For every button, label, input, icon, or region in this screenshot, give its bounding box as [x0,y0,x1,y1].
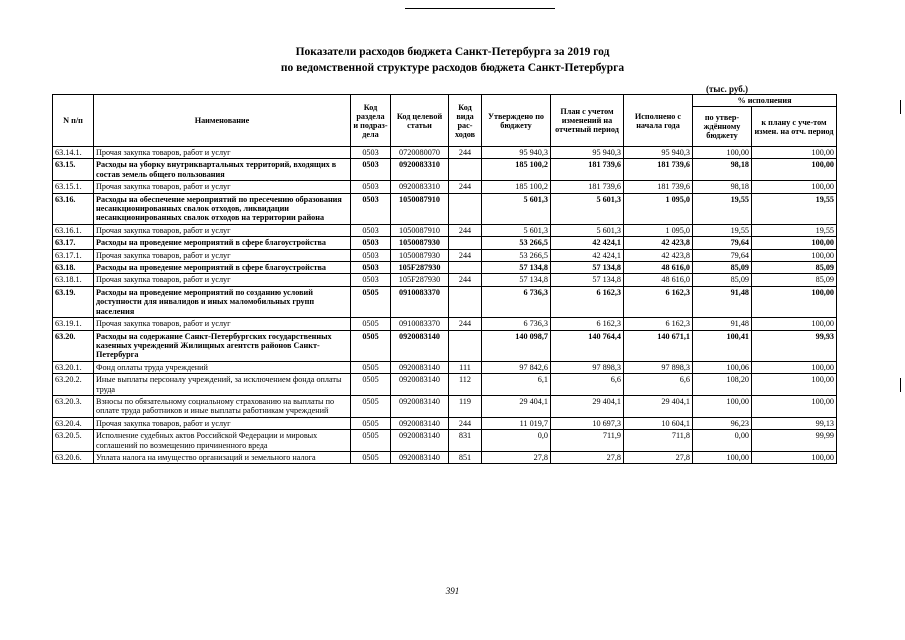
col-header-pct-plan: к плану с уче-том измен. на отч. период [752,107,837,147]
cell-num: 63.15.1. [53,181,94,193]
cell-approved: 5 601,3 [482,224,551,236]
cell-name: Прочая закупка товаров, работ и услуг [94,181,351,193]
table-row [53,361,837,373]
cell-approved: 27,8 [482,451,551,463]
cell-pct-plan: 100,00 [752,249,837,261]
cell-pct-plan: 100,00 [752,318,837,330]
table-row [53,430,837,452]
cell-kind: 244 [449,417,482,429]
cell-section: 0503 [351,274,391,286]
cell-section: 0503 [351,224,391,236]
cell-name: Расходы на проведение мероприятий по созданию условий доступности для инвалидов и иных маломобильных групп населения [94,286,351,317]
edge-mark [900,100,901,114]
cell-section: 0505 [351,286,391,317]
cell-pct-plan: 100,00 [752,181,837,193]
cell-plan: 29 404,1 [551,395,624,417]
cell-pct-budget: 98,18 [693,181,752,193]
budget-table [52,94,837,464]
cell-approved: 57 134,8 [482,262,551,274]
cell-kind [449,237,482,249]
cell-pct-plan: 99,99 [752,430,837,452]
cell-kind: 244 [449,224,482,236]
cell-name: Расходы на уборку внутриквартальных территорий, входящих в состав земель общего пользования [94,159,351,181]
page-title [0,44,905,76]
cell-name: Прочая закупка товаров, работ и услуг [94,249,351,261]
cell-executed: 27,8 [624,451,693,463]
cell-section: 0503 [351,147,391,159]
cell-approved: 29 404,1 [482,395,551,417]
cell-target: 0910083370 [391,318,449,330]
cell-approved: 0,0 [482,430,551,452]
cell-section: 0505 [351,417,391,429]
cell-pct-budget: 85,09 [693,262,752,274]
cell-target: 0920083140 [391,374,449,396]
cell-target: 0920083140 [391,451,449,463]
cell-plan: 5 601,3 [551,224,624,236]
table-row [53,181,837,193]
cell-section: 0505 [351,395,391,417]
cell-kind: 831 [449,430,482,452]
cell-plan: 711,9 [551,430,624,452]
cell-executed: 97 898,3 [624,361,693,373]
cell-executed: 1 095,0 [624,224,693,236]
cell-plan: 6,6 [551,374,624,396]
cell-kind: 244 [449,249,482,261]
cell-section: 0503 [351,262,391,274]
cell-section: 0505 [351,374,391,396]
cell-plan: 181 739,6 [551,159,624,181]
cell-pct-budget: 100,06 [693,361,752,373]
cell-plan: 6 162,3 [551,318,624,330]
cell-plan: 27,8 [551,451,624,463]
cell-num: 63.20. [53,330,94,361]
cell-num: 63.17.1. [53,249,94,261]
cell-num: 63.16.1. [53,224,94,236]
cell-target: 105F287930 [391,262,449,274]
cell-target: 0920083140 [391,417,449,429]
cell-executed: 48 616,0 [624,262,693,274]
cell-executed: 42 423,8 [624,249,693,261]
cell-approved: 185 100,2 [482,159,551,181]
table-body [53,147,837,464]
cell-plan: 97 898,3 [551,361,624,373]
table-row [53,274,837,286]
cell-executed: 6 162,3 [624,318,693,330]
cell-approved: 6 736,3 [482,286,551,317]
table-row [53,417,837,429]
cell-name: Прочая закупка товаров, работ и услуг [94,417,351,429]
cell-name: Взносы по обязательному социальному страхованию на выплаты по оплате труда работников и иные выплаты работникам учреждений [94,395,351,417]
cell-num: 63.20.5. [53,430,94,452]
cell-pct-budget: 96,23 [693,417,752,429]
cell-pct-plan: 100,00 [752,361,837,373]
cell-plan: 42 424,1 [551,249,624,261]
cell-pct-budget: 100,00 [693,451,752,463]
cell-approved: 140 098,7 [482,330,551,361]
col-header-plan: План с учетом изменений на отчетный период [551,95,624,147]
cell-plan: 42 424,1 [551,237,624,249]
table-row [53,318,837,330]
cell-name: Расходы на проведение мероприятий в сфере благоустройства [94,262,351,274]
cell-name: Уплата налога на имущество организаций и земельного налога [94,451,351,463]
cell-executed: 711,8 [624,430,693,452]
cell-approved: 6 736,3 [482,318,551,330]
cell-pct-budget: 108,20 [693,374,752,396]
table-row [53,451,837,463]
cell-target: 1050087930 [391,237,449,249]
cell-plan: 57 134,8 [551,262,624,274]
cell-name: Фонд оплаты труда учреждений [94,361,351,373]
col-header-num: N п/п [53,95,94,147]
table-row [53,374,837,396]
cell-executed: 6 162,3 [624,286,693,317]
cell-kind [449,286,482,317]
cell-num: 63.20.2. [53,374,94,396]
cell-kind: 244 [449,147,482,159]
cell-target: 1050087910 [391,224,449,236]
cell-kind: 119 [449,395,482,417]
cell-pct-budget: 98,18 [693,159,752,181]
cell-name: Прочая закупка товаров, работ и услуг [94,318,351,330]
col-header-approved: Утверждено по бюджету [482,95,551,147]
col-header-kind: Код вида рас-ходов [449,95,482,147]
cell-pct-plan: 99,13 [752,417,837,429]
table-row [53,395,837,417]
cell-target: 1050087930 [391,249,449,261]
cell-pct-plan: 100,00 [752,374,837,396]
cell-num: 63.16. [53,193,94,224]
cell-section: 0503 [351,159,391,181]
cell-target: 105F287930 [391,274,449,286]
cell-pct-budget: 79,64 [693,249,752,261]
cell-executed: 181 739,6 [624,159,693,181]
units-label: (тыс. руб.) [706,84,748,94]
cell-plan: 140 764,4 [551,330,624,361]
table-row [53,224,837,236]
cell-num: 63.14.1. [53,147,94,159]
cell-pct-plan: 100,00 [752,237,837,249]
cell-name: Прочая закупка товаров, работ и услуг [94,224,351,236]
cell-plan: 6 162,3 [551,286,624,317]
cell-section: 0503 [351,181,391,193]
table-row [53,237,837,249]
cell-num: 63.20.3. [53,395,94,417]
cell-approved: 95 940,3 [482,147,551,159]
cell-executed: 95 940,3 [624,147,693,159]
cell-approved: 11 019,7 [482,417,551,429]
col-header-executed: Исполнено с начала года [624,95,693,147]
cell-plan: 57 134,8 [551,274,624,286]
cell-section: 0505 [351,330,391,361]
cell-target: 1050087910 [391,193,449,224]
cell-target: 0920083140 [391,430,449,452]
col-header-pct-budget: по утвер-ждённому бюджету [693,107,752,147]
cell-kind: 851 [449,451,482,463]
cell-plan: 5 601,3 [551,193,624,224]
cell-pct-budget: 91,48 [693,318,752,330]
cell-pct-budget: 19,55 [693,224,752,236]
col-header-name: Наименование [94,95,351,147]
cell-executed: 10 604,1 [624,417,693,429]
cell-name: Расходы на обеспечение мероприятий по пресечению образования несанкционированных свалок отходов, ликвидации несанкционированных свалок отходов на территории района [94,193,351,224]
cell-approved: 57 134,8 [482,274,551,286]
cell-section: 0505 [351,451,391,463]
cell-approved: 6,1 [482,374,551,396]
cell-pct-budget: 79,64 [693,237,752,249]
cell-approved: 97 842,6 [482,361,551,373]
cell-pct-plan: 100,00 [752,451,837,463]
cell-target: 0910083370 [391,286,449,317]
cell-kind: 111 [449,361,482,373]
cell-name: Расходы на проведение мероприятий в сфере благоустройства [94,237,351,249]
cell-pct-plan: 100,00 [752,159,837,181]
cell-kind: 244 [449,181,482,193]
cell-section: 0505 [351,430,391,452]
cell-kind [449,262,482,274]
cell-target: 0920083310 [391,159,449,181]
cell-pct-plan: 100,00 [752,286,837,317]
cell-target: 0920083310 [391,181,449,193]
cell-num: 63.15. [53,159,94,181]
cell-num: 63.20.4. [53,417,94,429]
cell-name: Иные выплаты персоналу учреждений, за исключением фонда оплаты труда [94,374,351,396]
table-row [53,193,837,224]
table-row [53,147,837,159]
title-line-2: по ведомственной структуре расходов бюджета Санкт-Петербурга [280,62,625,74]
cell-num: 63.20.1. [53,361,94,373]
cell-target: 0920083140 [391,330,449,361]
cell-pct-budget: 0,00 [693,430,752,452]
edge-mark [900,378,901,392]
col-header-pct-group: % исполнения [693,95,837,107]
cell-executed: 140 671,1 [624,330,693,361]
cell-section: 0503 [351,249,391,261]
cell-kind: 244 [449,274,482,286]
table-row [53,286,837,317]
cell-name: Прочая закупка товаров, работ и услуг [94,274,351,286]
cell-num: 63.18.1. [53,274,94,286]
cell-executed: 181 739,6 [624,181,693,193]
cell-num: 63.19. [53,286,94,317]
cell-approved: 185 100,2 [482,181,551,193]
table-row [53,330,837,361]
cell-pct-plan: 85,09 [752,274,837,286]
cell-pct-budget: 100,00 [693,147,752,159]
cell-section: 0503 [351,237,391,249]
table-row [53,262,837,274]
cell-section: 0505 [351,361,391,373]
cell-approved: 53 266,5 [482,237,551,249]
table-row [53,249,837,261]
cell-approved: 53 266,5 [482,249,551,261]
cell-target: 0720080070 [391,147,449,159]
cell-section: 0505 [351,318,391,330]
cell-executed: 6,6 [624,374,693,396]
table-row [53,159,837,181]
title-line-1: Показатели расходов бюджета Санкт-Петербурга за 2019 год [295,46,610,58]
col-header-section: Код раздела и подраз-дела [351,95,391,147]
cell-approved: 5 601,3 [482,193,551,224]
col-header-target: Код целевой статьи [391,95,449,147]
cell-pct-plan: 100,00 [752,395,837,417]
cell-executed: 1 095,0 [624,193,693,224]
cell-kind [449,193,482,224]
cell-num: 63.18. [53,262,94,274]
cell-kind [449,330,482,361]
cell-executed: 29 404,1 [624,395,693,417]
cell-pct-budget: 100,41 [693,330,752,361]
cell-name: Исполнение судебных актов Российской Федерации и мировых соглашений по возмещению причиненного вреда [94,430,351,452]
cell-pct-plan: 100,00 [752,147,837,159]
cell-name: Прочая закупка товаров, работ и услуг [94,147,351,159]
cell-num: 63.17. [53,237,94,249]
cell-kind [449,159,482,181]
cell-section: 0503 [351,193,391,224]
cell-plan: 10 697,3 [551,417,624,429]
cell-num: 63.20.6. [53,451,94,463]
cell-pct-budget: 91,48 [693,286,752,317]
cell-pct-budget: 19,55 [693,193,752,224]
cell-target: 0920083140 [391,361,449,373]
cell-num: 63.19.1. [53,318,94,330]
cell-name: Расходы на содержание Санкт-Петербургских государственных казенных учреждений Жилищных агентств районов Санкт-Петербурга [94,330,351,361]
cell-plan: 181 739,6 [551,181,624,193]
cell-kind: 244 [449,318,482,330]
cell-target: 0920083140 [391,395,449,417]
cell-pct-budget: 85,09 [693,274,752,286]
cell-pct-plan: 99,93 [752,330,837,361]
cell-plan: 95 940,3 [551,147,624,159]
cell-executed: 42 423,8 [624,237,693,249]
cell-pct-plan: 19,55 [752,193,837,224]
cell-pct-budget: 100,00 [693,395,752,417]
page-number: 391 [445,586,460,596]
cell-kind: 112 [449,374,482,396]
cell-executed: 48 616,0 [624,274,693,286]
top-rule [405,8,555,9]
cell-pct-plan: 19,55 [752,224,837,236]
cell-pct-plan: 85,09 [752,262,837,274]
